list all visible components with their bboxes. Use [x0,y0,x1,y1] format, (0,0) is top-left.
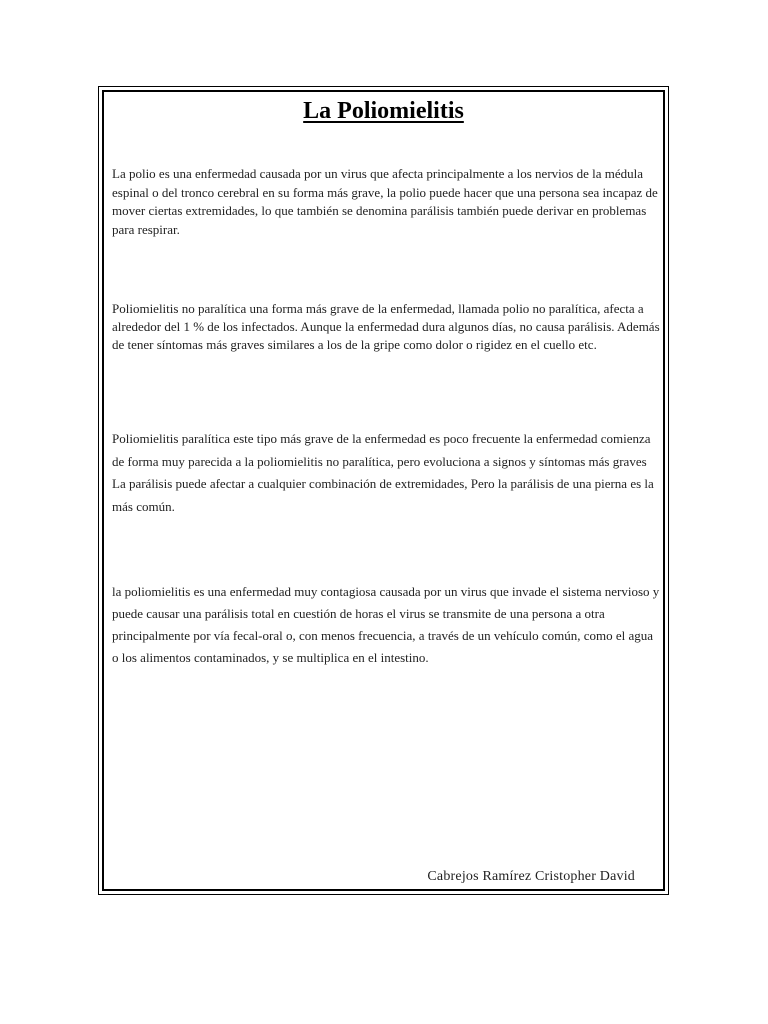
paragraph-non-paralytic: Poliomielitis no paralítica una forma más grave de la enfermedad, llamada polio no paralítica, afecta a alrededor del 1 % de los infectados. Aunque la enfermedad dura algunos días, no causa parálisis. Además de tener síntomas más graves similares a los de la gripe como dolor o rigidez en el cuello etc. [112,301,660,352]
page-border-outer [98,86,669,895]
page-border-inner [102,90,665,891]
author-signature: Cabrejos Ramírez Cristopher David [427,869,635,884]
document-title: La Poliomielitis [303,98,464,124]
paragraph-paralytic: Poliomielitis paralítica este tipo más grave de la enfermedad es poco frecuente la enfermedad comienza de forma muy parecida a la poliomielitis no paralítica, pero evoluciona a signos y síntomas más graves La parálisis puede afectar a cualquier combinación de extremidades, Pero la parálisis de una pierna es la más común. [112,431,654,514]
paragraph-transmission: la poliomielitis es una enfermedad muy contagiosa causada por un virus que invade el sistema nervioso y puede causar una parálisis total en cuestión de horas el virus se transmite de una persona a otra principalmente por vía fecal-oral o, con menos frecuencia, a través de un vehículo común, como el agua o los alimentos contaminados, y se multiplica en el intestino. [112,584,660,665]
paragraph-intro: La polio es una enfermedad causada por un virus que afecta principalmente a los nervios de la médula espinal o del tronco cerebral en su forma más grave, la polio puede hacer que una persona sea incapaz de mover ciertas extremidades, lo que también se denomina parálisis también puede derivar en problemas para respirar. [112,166,658,237]
